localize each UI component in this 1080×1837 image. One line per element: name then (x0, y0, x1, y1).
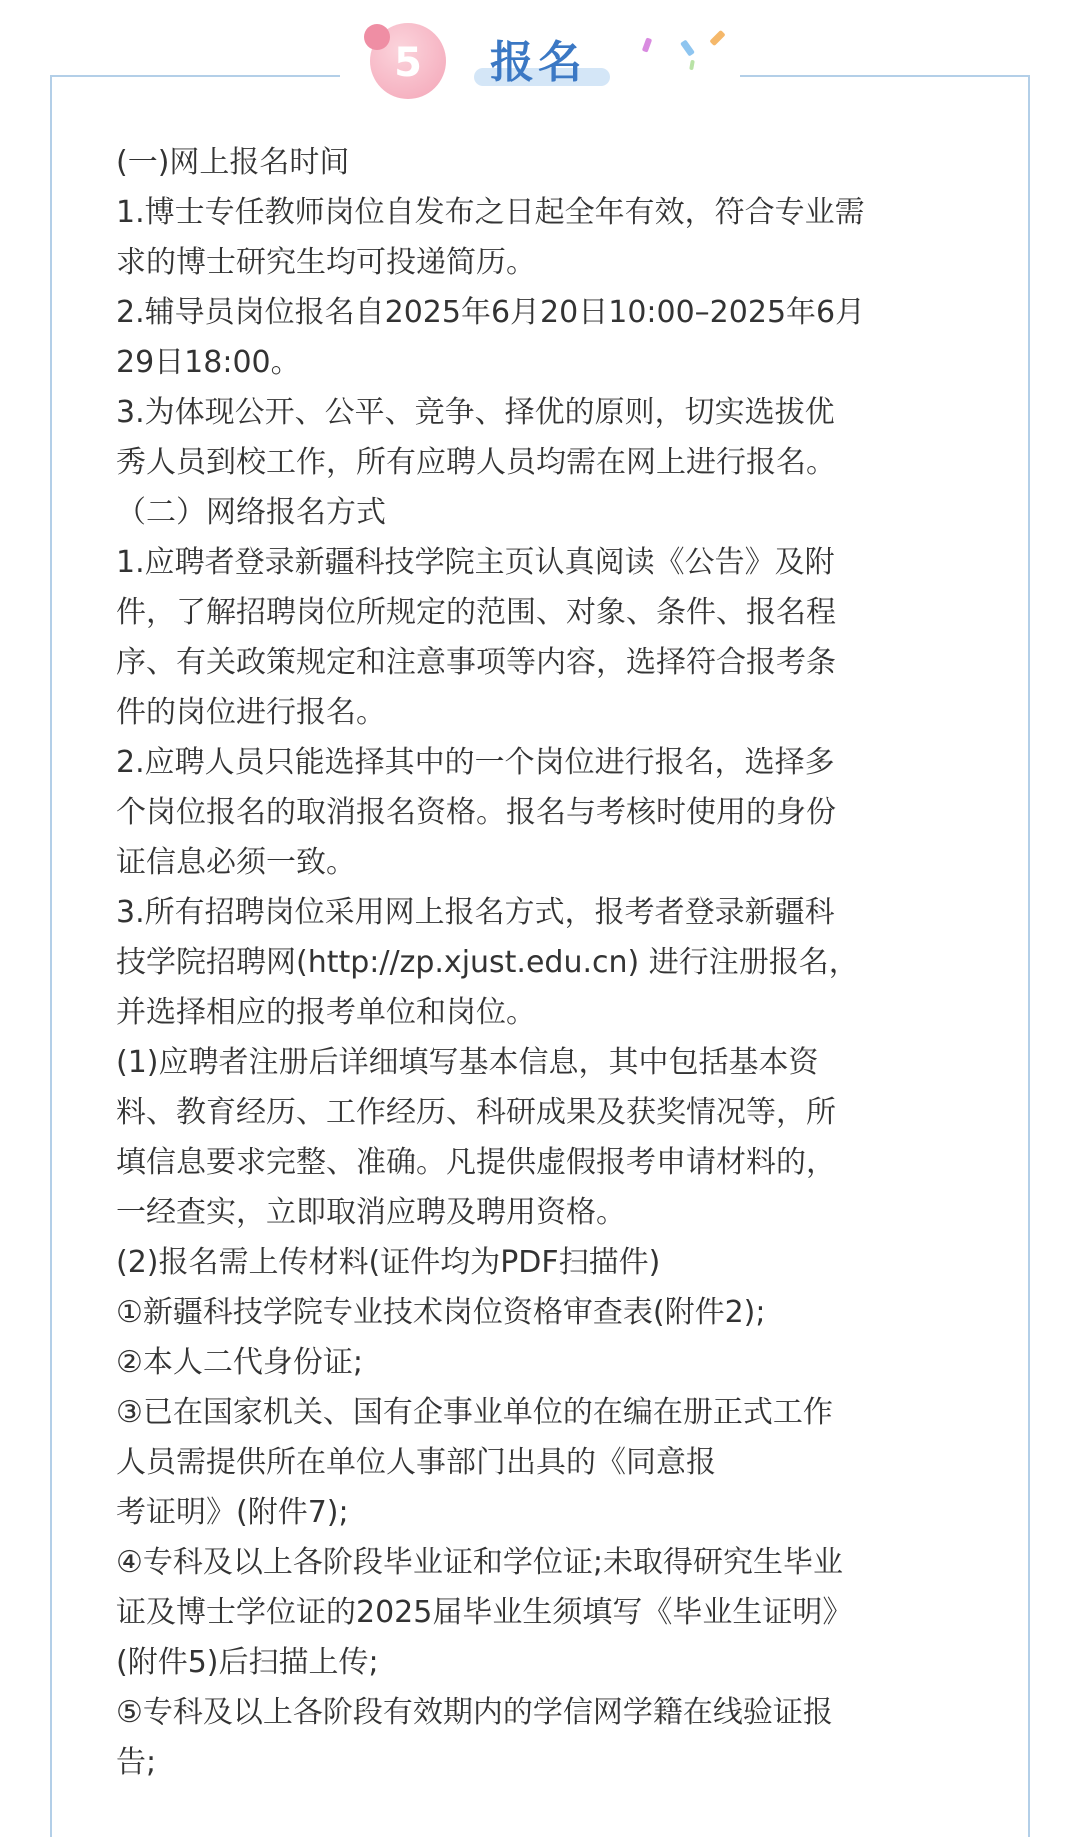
confetti-decoration (642, 37, 652, 52)
text-line: 个岗位报名的取消报名资格。报名与考核时使用的身份 (116, 795, 836, 830)
text-line: 人员需提供所在单位人事部门出具的《同意报 (116, 1445, 716, 1480)
confetti-decoration (709, 30, 725, 46)
text-line: ⑤专科及以上各阶段有效期内的学信网学籍在线验证报 (116, 1695, 833, 1730)
text-line: (一)网上报名时间 (116, 145, 350, 180)
text-line: 并选择相应的报考单位和岗位。 (116, 995, 536, 1030)
text-line: (1)应聘者注册后详细填写基本信息，其中包括基本资 (116, 1045, 819, 1080)
text-line: 3.为体现公开、公平、竞争、择优的原则，切实选拔优 (116, 395, 835, 430)
text-line: 料、教育经历、工作经历、科研成果及获奖情况等，所 (116, 1095, 836, 1130)
text-line: （二）网络报名方式 (116, 495, 386, 530)
text-line: 1.应聘者登录新疆科技学院主页认真阅读《公告》及附 (116, 545, 835, 580)
text-line: 一经查实，立即取消应聘及聘用资格。 (116, 1195, 626, 1230)
text-line: 考证明》(附件7); (116, 1495, 349, 1530)
text-line: 技学院招聘网(http://zp.xjust.edu.cn) 进行注册报名， (116, 945, 859, 980)
text-line: 证及博士学位证的2025届毕业生须填写《毕业生证明》 (116, 1595, 853, 1630)
text-line: (2)报名需上传材料(证件均为PDF扫描件) (116, 1245, 661, 1280)
section-title: 报名 (490, 37, 586, 88)
text-line: (附件5)后扫描上传; (116, 1645, 379, 1680)
text-line: ③已在国家机关、国有企事业单位的在编在册正式工作 (116, 1395, 833, 1430)
text-line: 2.应聘人员只能选择其中的一个岗位进行报名，选择多 (116, 745, 835, 780)
text-line: 证信息必须一致。 (116, 845, 356, 880)
confetti-decoration (680, 39, 695, 56)
text-line: 填信息要求完整、准确。凡提供虚假报考申请材料的， (116, 1145, 836, 1180)
text-line: 序、有关政策规定和注意事项等内容，选择符合报考条 (116, 645, 836, 680)
text-line: ②本人二代身份证; (116, 1345, 364, 1380)
text-line: 求的博士研究生均可投递简历。 (116, 245, 536, 280)
text-line: 1.博士专任教师岗位自发布之日起全年有效，符合专业需 (116, 195, 865, 230)
text-line: 件的岗位进行报名。 (116, 695, 386, 730)
section-number: 5 (394, 40, 422, 86)
text-line: 秀人员到校工作，所有应聘人员均需在网上进行报名。 (116, 445, 836, 480)
text-line: 2.辅导员岗位报名自2025年6月20日10:00–2025年6月 (116, 295, 866, 330)
text-line: 件，了解招聘岗位所规定的范围、对象、条件、报名程 (116, 595, 836, 630)
text-line: 告; (116, 1745, 157, 1780)
text-line: 29日18:00。 (116, 345, 301, 380)
section-body (116, 138, 972, 1788)
text-line: ①新疆科技学院专业技术岗位资格审查表(附件2); (116, 1295, 766, 1330)
text-line: ④专科及以上各阶段毕业证和学位证;未取得研究生毕业 (116, 1545, 844, 1580)
text-line: 3.所有招聘岗位采用网上报名方式，报考者登录新疆科 (116, 895, 835, 930)
